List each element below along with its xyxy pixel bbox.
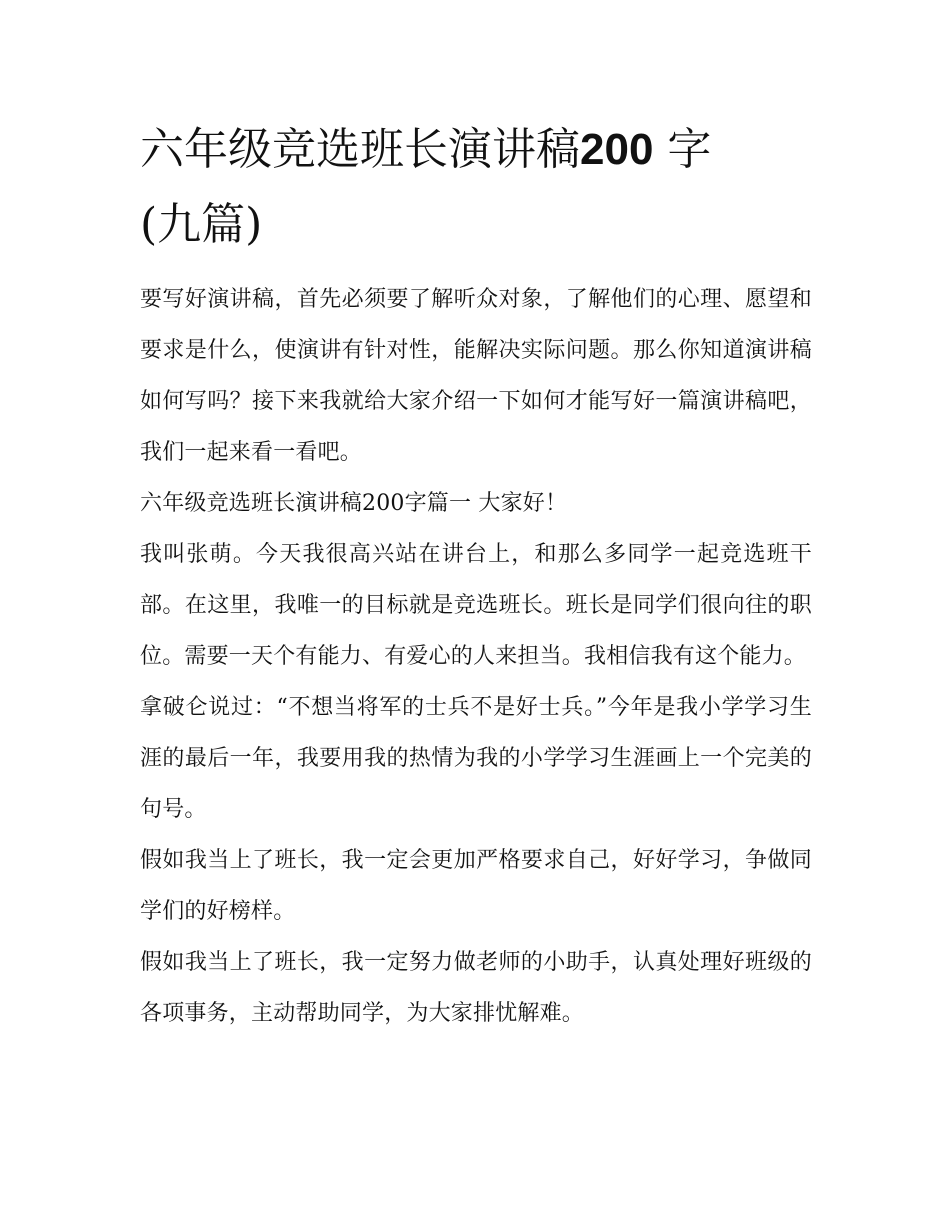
paragraph-section-heading: 六年级竞选班长演讲稿200字篇一 大家好！ — [140, 491, 568, 516]
document-body — [140, 274, 812, 1039]
title-suffix: (九篇) — [140, 199, 263, 250]
title-main: 六年级竞选班长演讲稿 — [140, 124, 580, 175]
paragraph-pledge-1: 假如我当上了班长，我一定会更加严格要求自己，好好学习，争做同学们的好榜样。 — [140, 848, 812, 924]
title-number: 200 — [580, 125, 654, 174]
paragraph-quote: 拿破仑说过：“不想当将军的士兵不是好士兵。”今年是我小学学习生涯的最后一年，我要用我的热情为我的小学学习生涯画上一个完美的句号。 — [140, 695, 812, 822]
paragraph-pledge-2: 假如我当上了班长，我一定努力做老师的小助手，认真处理好班级的各项事务，主动帮助同学，为大家排忧解难。 — [140, 950, 812, 1026]
title-unit: 字 — [667, 124, 712, 175]
document-page — [140, 112, 812, 1039]
document-title — [140, 112, 812, 262]
paragraph-intro: 要写好演讲稿，首先必须要了解听众对象，了解他们的心理、愿望和要求是什么，使演讲有针对性，能解决实际问题。那么你知道演讲稿如何写吗？接下来我就给大家介绍一下如何才能写好一篇演讲稿吧，我们一起来看一看吧。 — [140, 287, 812, 465]
paragraph-self-intro: 我叫张萌。今天我很高兴站在讲台上，和那么多同学一起竞选班干部。在这里，我唯一的目标就是竞选班长。班长是同学们很向往的职位。需要一天个有能力、有爱心的人来担当。我相信我有这个能力。 — [140, 542, 812, 669]
